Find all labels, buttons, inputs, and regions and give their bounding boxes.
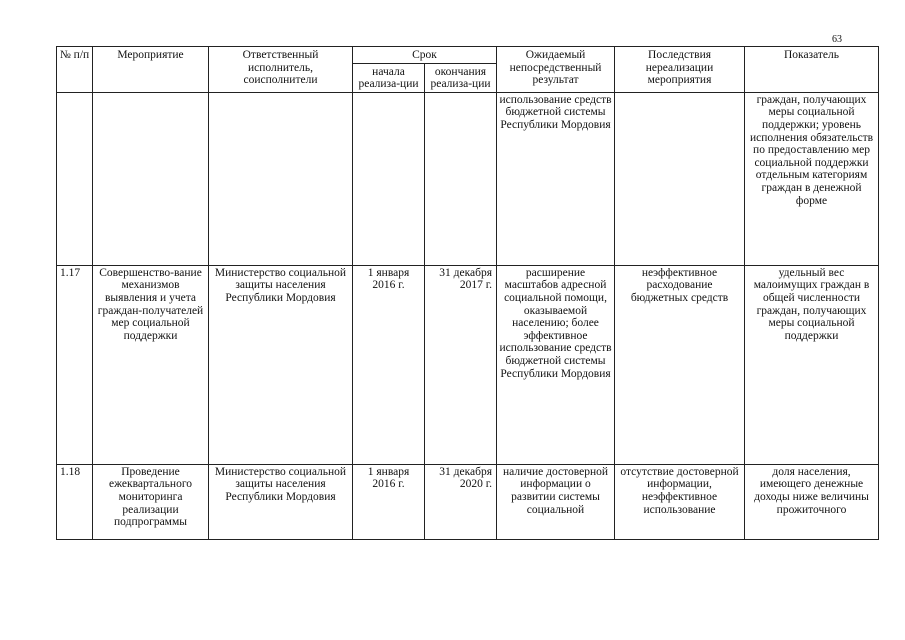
page-number: 63 [832, 34, 842, 45]
cell-num [57, 92, 93, 265]
header-row [57, 47, 879, 64]
header-expected: Ожидаемый непосредственный результат [497, 47, 615, 93]
cell-start [353, 92, 425, 265]
cell-consequences: неэффективное расходование бюджетных средств [615, 265, 745, 464]
cell-indicator: удельный вес малоимущих граждан в общей численности граждан, получающих меры социальной поддержки [745, 265, 879, 464]
header-term: Срок [353, 47, 497, 64]
cell-start: 1 января 2016 г. [353, 265, 425, 464]
cell-indicator: доля населения, имеющего денежные доходы ниже величины прожиточного [745, 464, 879, 539]
table-row [57, 92, 879, 265]
header-indicator: Показатель [745, 47, 879, 93]
cell-start: 1 января 2016 г. [353, 464, 425, 539]
cell-end: 31 декабря 2020 г. [425, 464, 497, 539]
cell-end: 31 декабря 2017 г. [425, 265, 497, 464]
header-consequences: Последствия нереализации мероприятия [615, 47, 745, 93]
cell-event: Совершенство-вание механизмов выявления и учета граждан-получателей мер социальной поддержки [93, 265, 209, 464]
measures-table [56, 46, 879, 540]
table-row [57, 265, 879, 464]
header-term-start: начала реализа-ции [353, 63, 425, 92]
cell-event: Проведение ежеквартального мониторинга реализации подпрограммы [93, 464, 209, 539]
cell-consequences: отсутствие достоверной информации, неэффективное использование [615, 464, 745, 539]
header-event: Мероприятие [93, 47, 209, 93]
cell-expected: использование средств бюджетной системы Республики Мордовия [497, 92, 615, 265]
cell-indicator: граждан, получающих меры социальной поддержки; уровень исполнения обязательств по предоставлению мер социальной поддержки отдельным категориям граждан в денежной форме [745, 92, 879, 265]
cell-expected: наличие достоверной информации о развитии системы социальной [497, 464, 615, 539]
cell-num: 1.17 [57, 265, 93, 464]
cell-responsible: Министерство социальной защиты населения Республики Мордовия [209, 464, 353, 539]
header-num: № п/п [57, 47, 93, 93]
cell-responsible [209, 92, 353, 265]
header-responsible: Ответственный исполнитель, соисполнители [209, 47, 353, 93]
cell-event [93, 92, 209, 265]
cell-responsible: Министерство социальной защиты населения Республики Мордовия [209, 265, 353, 464]
cell-consequences [615, 92, 745, 265]
cell-expected: расширение масштабов адресной социальной помощи, оказываемой населению; более эффективное использование средств бюджетной системы Республики Мордовия [497, 265, 615, 464]
table-row [57, 464, 879, 539]
cell-num: 1.18 [57, 464, 93, 539]
cell-end [425, 92, 497, 265]
header-term-end: окончания реализа-ции [425, 63, 497, 92]
